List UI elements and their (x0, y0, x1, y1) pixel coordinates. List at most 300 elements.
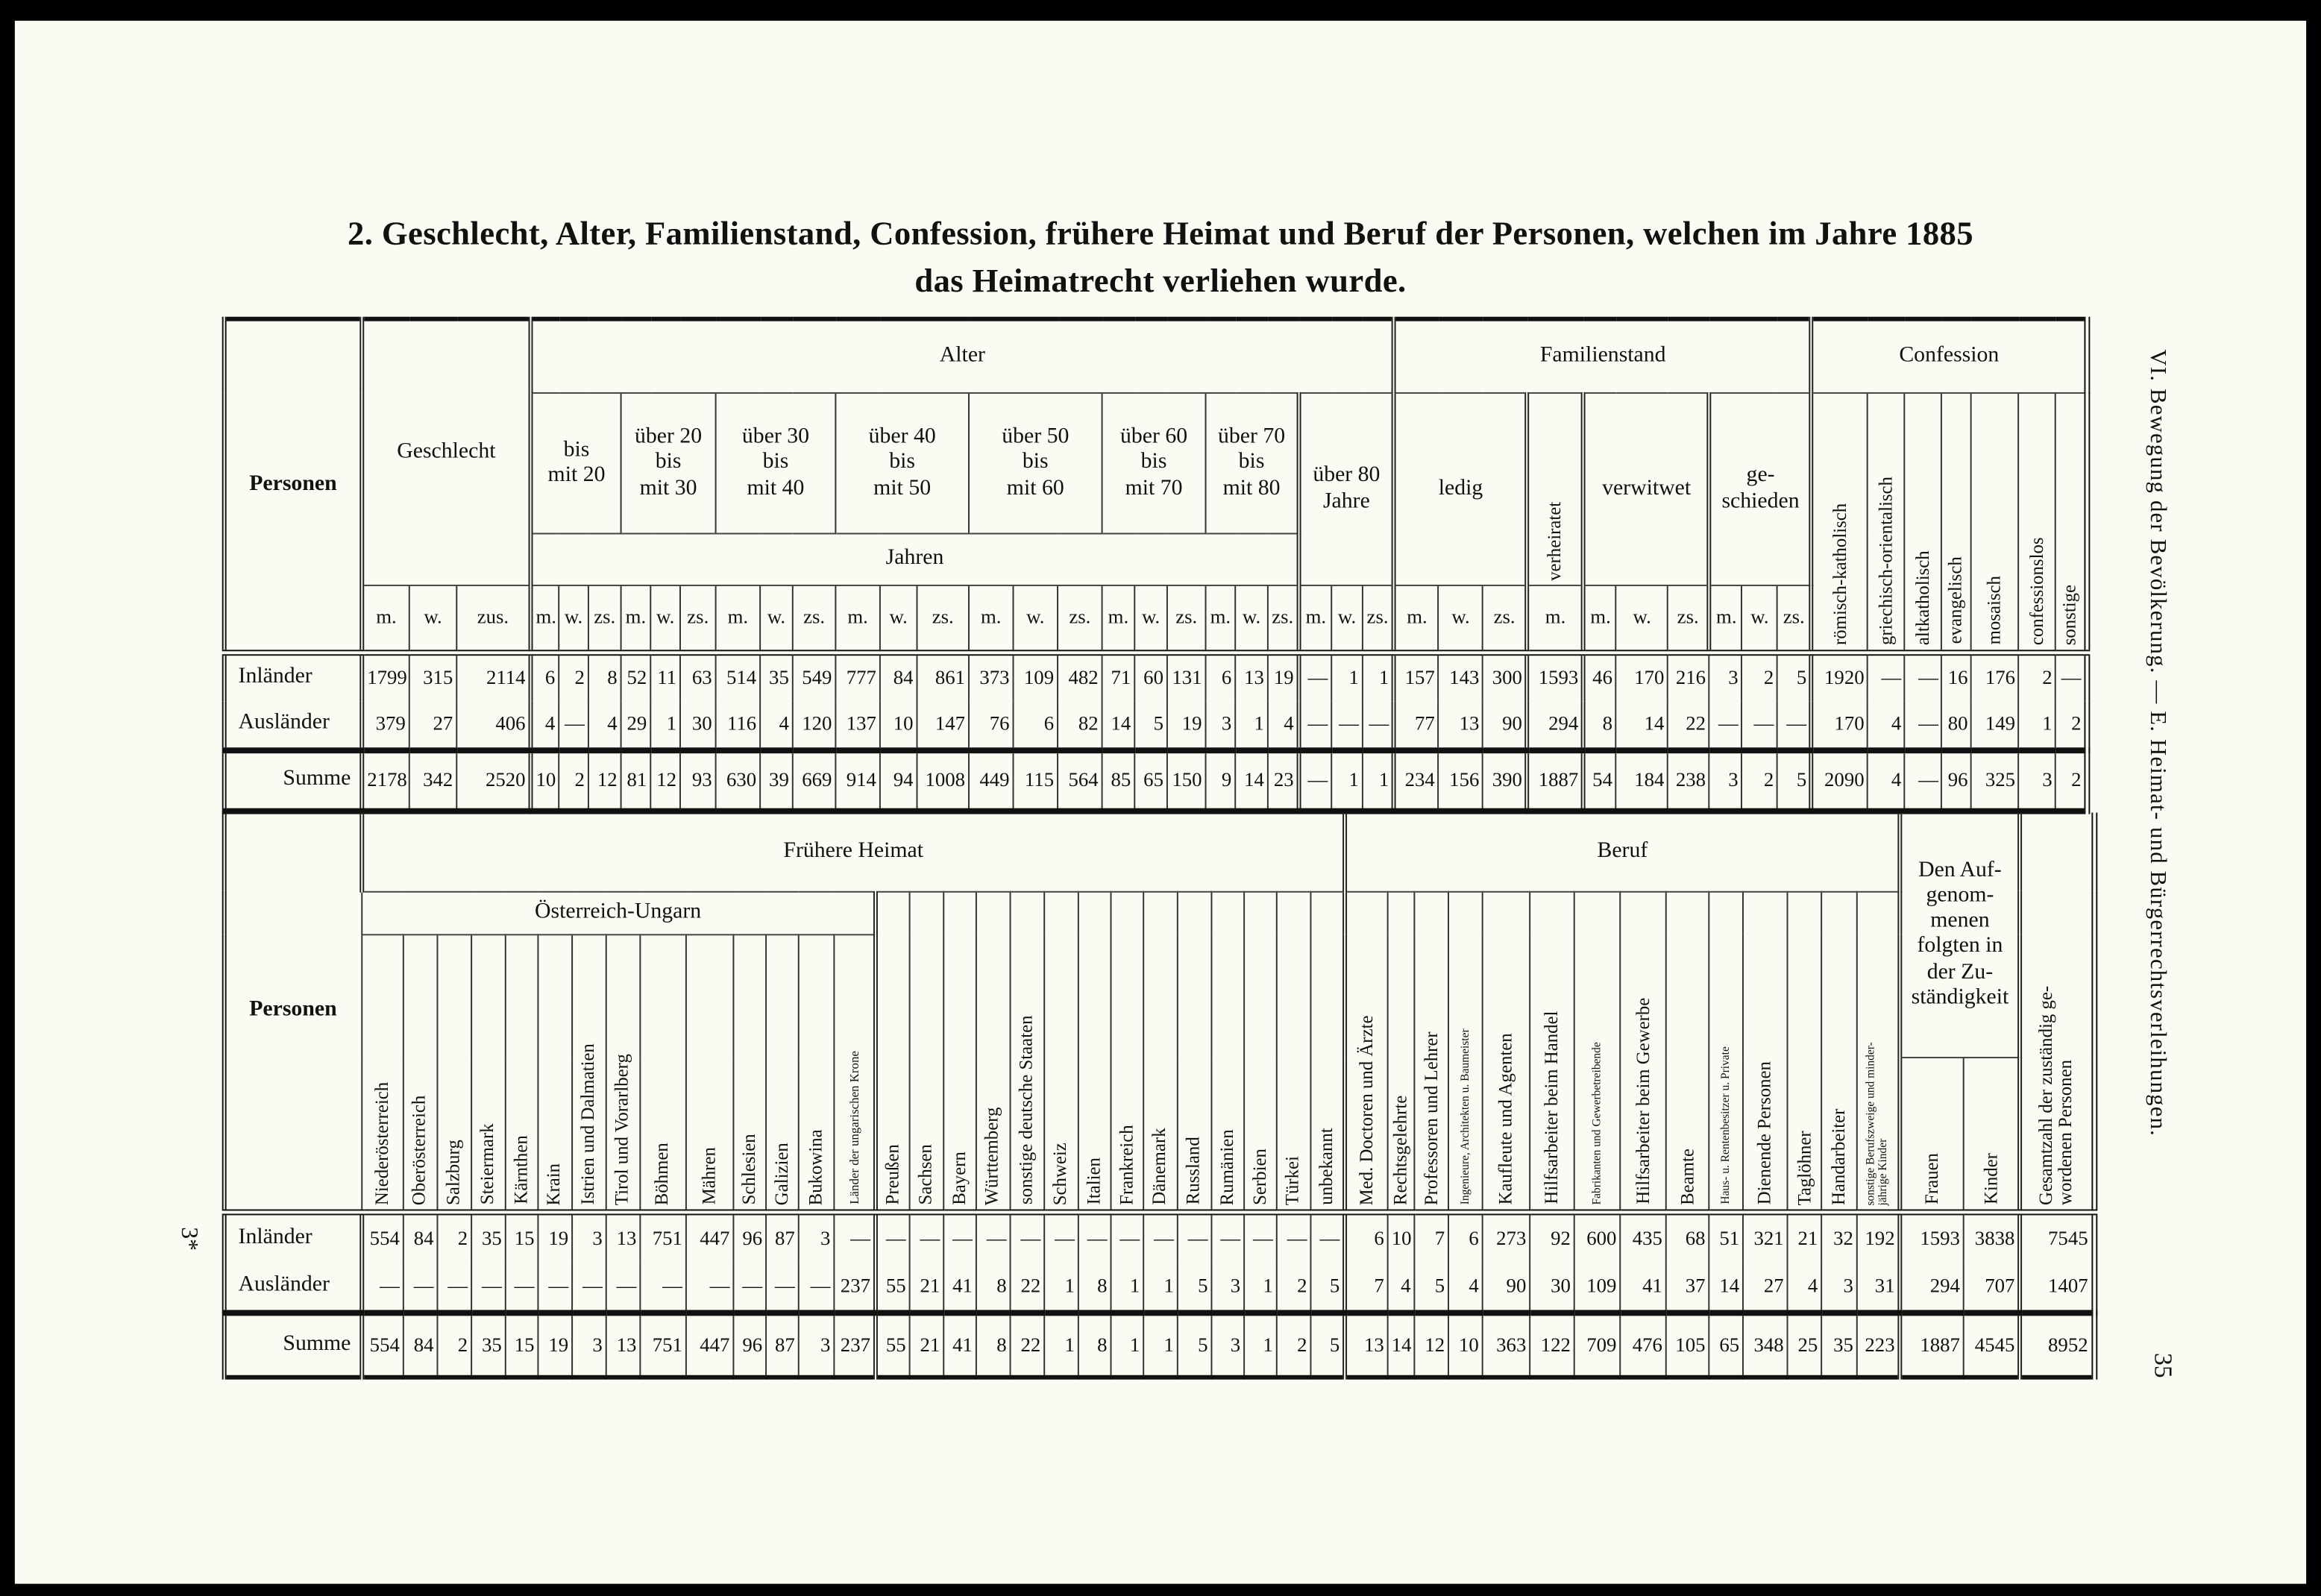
header-sub-label: zs. (917, 585, 969, 652)
data-cell: — (1777, 701, 1812, 750)
header-age-group: über 20 bis mit 30 (621, 393, 716, 534)
data-cell: — (1044, 1212, 1078, 1262)
header-austria-region (686, 934, 734, 1212)
data-cell: — (506, 1263, 538, 1313)
data-cell: 13 (1235, 652, 1268, 700)
header-country-text: Württemberg (982, 1106, 1003, 1205)
data-cell: — (1299, 652, 1332, 700)
data-cell: 81 (621, 750, 651, 810)
header-austria-region-text: Länder der ungarischen Krone (846, 1051, 861, 1205)
header-ueber-80: über 80 Jahre (1299, 393, 1395, 585)
data-cell: 2 (1742, 750, 1778, 810)
data-cell: 1799 (362, 652, 409, 700)
header-gesamtzahl-text: Gesamtzahl der zuständig ge- wordenen Personen (2035, 985, 2076, 1205)
data-cell: 14 (1388, 1313, 1415, 1376)
data-cell: 1887 (1900, 1313, 1964, 1376)
data-cell: 105 (1666, 1313, 1709, 1376)
data-cell: 96 (1942, 750, 1972, 810)
data-cell: — (437, 1263, 471, 1313)
data-cell: 390 (1483, 750, 1527, 810)
data-cell: — (559, 701, 588, 750)
data-cell: 669 (793, 750, 836, 810)
row-label: Inländer (224, 652, 362, 700)
header-austria-region-text: Böhmen (652, 1142, 673, 1205)
data-cell: 85 (1102, 750, 1135, 810)
header-sub-label: m. (1709, 585, 1742, 652)
header-beruf-type-text: Med. Doctoren und Ärzte (1355, 1014, 1377, 1205)
data-cell: — (2056, 652, 2088, 700)
data-cell: — (943, 1212, 976, 1262)
data-cell: 55 (876, 1313, 910, 1376)
data-cell: 216 (1668, 652, 1709, 700)
data-cell: 6 (1014, 701, 1058, 750)
data-cell: 21 (910, 1263, 944, 1313)
data-cell: 60 (1134, 652, 1167, 700)
header-sub-label: m. (1206, 585, 1236, 652)
header-beruf-type-text: Hilfsarbeiter beim Gewerbe (1632, 998, 1653, 1205)
data-cell: 1 (1244, 1263, 1277, 1313)
data-cell: 709 (1574, 1313, 1621, 1376)
data-cell: 35 (471, 1313, 506, 1376)
header-beruf-type (1388, 891, 1415, 1213)
header-sub-label: zus. (456, 585, 530, 652)
header-sub-label: zs. (680, 585, 716, 652)
header-beruf-type (1743, 891, 1788, 1213)
data-cell: 2114 (456, 652, 530, 700)
data-cell: 325 (1972, 750, 2020, 810)
header-country (1178, 891, 1212, 1213)
header-geschieden: ge- schieden (1709, 393, 1812, 585)
header-country (943, 891, 976, 1213)
data-cell: — (834, 1212, 876, 1262)
data-cell: 5 (1178, 1263, 1212, 1313)
data-cell: — (640, 1263, 686, 1313)
header-beruf-type (1788, 891, 1822, 1213)
header-beruf-type (1345, 891, 1388, 1213)
data-cell: — (1310, 1212, 1345, 1262)
header-austria-region-text: Istrien und Dalmatien (577, 1043, 599, 1205)
data-cell: — (538, 1263, 572, 1313)
header-country (1211, 891, 1244, 1213)
data-cell: 109 (1574, 1263, 1621, 1313)
data-cell: 5 (1134, 701, 1167, 750)
data-cell: 6 (1345, 1212, 1388, 1262)
data-cell: 15 (506, 1212, 538, 1262)
data-cell: 131 (1167, 652, 1206, 700)
data-cell: 2 (2056, 750, 2088, 810)
data-cell: 1 (1363, 750, 1394, 810)
table-origin-occupation (222, 813, 2097, 1379)
header-beruf-type-text: Dienende Personen (1753, 1061, 1775, 1205)
data-cell: 65 (1709, 1313, 1743, 1376)
header-country-text: Sachsen (915, 1144, 937, 1205)
header-austria-region (799, 934, 835, 1212)
data-cell: — (686, 1263, 734, 1313)
data-cell: 1593 (1900, 1212, 1964, 1262)
data-cell: 13 (1439, 701, 1483, 750)
header-austria-region (403, 934, 438, 1212)
data-cell: 27 (409, 701, 457, 750)
data-cell: 77 (1394, 701, 1439, 750)
data-cell: 8 (1583, 701, 1616, 750)
data-cell: 30 (680, 701, 716, 750)
data-cell: 19 (1268, 652, 1299, 700)
data-cell: 2 (559, 652, 588, 700)
header-sub-label: m. (362, 585, 409, 652)
header-austria-region (362, 934, 403, 1212)
header-confession-type (2019, 393, 2056, 652)
data-cell: 600 (1574, 1212, 1621, 1262)
data-cell: 90 (1483, 1263, 1530, 1313)
header-country-text: unbekannt (1316, 1128, 1337, 1205)
data-cell: 2 (1277, 1263, 1311, 1313)
data-cell: — (1868, 652, 1906, 700)
data-cell: 184 (1616, 750, 1668, 810)
header-austria-region (834, 934, 876, 1212)
data-cell: 65 (1134, 750, 1167, 810)
data-cell: 54 (1583, 750, 1616, 810)
header-beruf-type (1666, 891, 1709, 1213)
data-cell: 449 (969, 750, 1014, 810)
header-age-group: über 30 bis mit 40 (716, 393, 836, 534)
header-kinder-text: Kinder (1979, 1153, 2001, 1205)
data-cell: 1593 (1527, 652, 1583, 700)
data-cell: 12 (588, 750, 621, 810)
data-cell: 12 (650, 750, 680, 810)
data-cell: 137 (835, 701, 880, 750)
data-cell: 12 (1414, 1313, 1448, 1376)
data-cell: — (1078, 1212, 1111, 1262)
data-cell: — (403, 1263, 438, 1313)
header-sub-label: zs. (1167, 585, 1206, 652)
header-country (1277, 891, 1311, 1213)
data-cell: 4 (760, 701, 793, 750)
data-cell: 3 (1821, 1263, 1857, 1313)
header-sub-label: zs. (1777, 585, 1812, 652)
header-verheiratet-text: verheiratet (1544, 500, 1565, 580)
data-cell: — (976, 1212, 1011, 1262)
header-austria-region (572, 934, 606, 1212)
data-cell: 170 (1616, 652, 1668, 700)
header-austria-region (606, 934, 641, 1212)
data-cell: 8952 (2020, 1313, 2094, 1376)
header-austria-region-text: Mähren (698, 1147, 720, 1205)
header-aufgenommene: Den Auf- genom- menen folgten in der Zu- ständigkeit (1900, 813, 2020, 1057)
page-number: 35 (2149, 1353, 2178, 1378)
data-cell: 7545 (2020, 1212, 2094, 1262)
data-cell: 3838 (1964, 1212, 2020, 1262)
data-cell: 35 (471, 1212, 506, 1262)
header-frauen (1900, 1057, 1964, 1212)
header-sub-label: w. (760, 585, 793, 652)
data-cell: 156 (1439, 750, 1483, 810)
data-cell: 1 (1331, 652, 1363, 700)
data-cell: — (1331, 701, 1363, 750)
data-cell: 554 (362, 1313, 403, 1376)
header-country (1310, 891, 1345, 1213)
data-cell: 13 (1345, 1313, 1388, 1376)
data-cell: 51 (1709, 1212, 1743, 1262)
header-beruf-type (1821, 891, 1857, 1213)
header-age-group: über 70 bis mit 80 (1206, 393, 1299, 534)
header-row (224, 585, 2088, 652)
data-cell: 8 (976, 1263, 1011, 1313)
data-cell: 5 (1777, 652, 1812, 700)
data-cell: — (1244, 1212, 1277, 1262)
header-sub-label: m. (621, 585, 651, 652)
data-cell: 2 (1742, 652, 1778, 700)
data-cell: 13 (606, 1212, 641, 1262)
data-cell: 147 (917, 701, 969, 750)
data-cell: 84 (880, 652, 917, 700)
data-cell: 27 (1743, 1263, 1788, 1313)
header-country (1111, 891, 1144, 1213)
header-sub-label: m. (835, 585, 880, 652)
header-confession-type-text: sonstige (2059, 583, 2080, 645)
header-beruf-type-text: Rechtsgelehrte (1389, 1095, 1411, 1205)
data-cell: 300 (1483, 652, 1527, 700)
data-cell: 7 (1345, 1263, 1388, 1313)
data-cell: 447 (686, 1212, 734, 1262)
data-cell: 96 (733, 1313, 766, 1376)
header-country-text: Italien (1083, 1157, 1105, 1205)
data-cell: 19 (538, 1212, 572, 1262)
data-cell: 22 (1668, 701, 1709, 750)
data-cell: 5 (1310, 1263, 1345, 1313)
data-cell: 29 (621, 701, 651, 750)
header-beruf-type (1483, 891, 1530, 1213)
data-cell: 321 (1743, 1212, 1788, 1262)
header-sub-label: m. (1102, 585, 1135, 652)
header-beruf-type (1448, 891, 1483, 1213)
data-cell: 82 (1058, 701, 1102, 750)
data-cell: — (1111, 1212, 1144, 1262)
data-cell: 21 (910, 1313, 944, 1376)
header-austria-region-text: Tirol und Vorarlberg (612, 1053, 633, 1205)
data-cell: 294 (1900, 1263, 1964, 1313)
data-cell: 143 (1439, 652, 1483, 700)
header-beruf-type-text: Kaufleute und Agenten (1495, 1033, 1516, 1205)
data-cell: 2 (2056, 701, 2088, 750)
data-cell: 1 (650, 701, 680, 750)
data-cell: 777 (835, 652, 880, 700)
header-verheiratet (1527, 393, 1583, 585)
header-country (1078, 891, 1111, 1213)
header-austria-region-text: Niederösterreich (371, 1081, 392, 1205)
header-country-text: Rumänien (1216, 1128, 1238, 1205)
data-cell: — (1363, 701, 1394, 750)
data-cell: 84 (403, 1313, 438, 1376)
data-cell: 6 (531, 652, 559, 700)
data-cell: 84 (403, 1212, 438, 1262)
data-cell: 4 (1388, 1263, 1415, 1313)
data-cell: 5 (1414, 1263, 1448, 1313)
data-cell: 564 (1058, 750, 1102, 810)
data-cell: 14 (1235, 750, 1268, 810)
data-cell: 8 (1078, 1313, 1111, 1376)
header-sub-label: m. (716, 585, 761, 652)
data-cell: 4545 (1964, 1313, 2020, 1376)
data-cell: 41 (1620, 1263, 1666, 1313)
data-cell: 4 (1868, 701, 1906, 750)
header-austria-region-text: Salzburg (443, 1139, 465, 1205)
data-cell: — (1905, 750, 1942, 810)
data-cell: 92 (1530, 1212, 1574, 1262)
document-page (15, 21, 2306, 1584)
header-beruf-type-text: Hilfsarbeiter beim Handel (1541, 1011, 1562, 1205)
data-cell: 549 (793, 652, 836, 700)
header-austria-region (471, 934, 506, 1212)
header-austria-region-text: Oberösterreich (409, 1095, 430, 1205)
data-cell: — (910, 1212, 944, 1262)
data-cell: 379 (362, 701, 409, 750)
data-cell: 3 (1709, 652, 1742, 700)
header-personen: Personen (224, 319, 362, 653)
header-confession-type (1868, 393, 1906, 652)
data-cell: 2 (559, 750, 588, 810)
row-label: Summe (224, 1313, 362, 1376)
data-cell: 2 (2019, 652, 2056, 700)
data-cell: — (799, 1263, 835, 1313)
title-line-1: 2. Geschlecht, Alter, Familienstand, Confession, frühere Heimat und Beruf der Personen, welchen im Jahre 1885 (347, 214, 1973, 252)
data-cell: 7 (1414, 1212, 1448, 1262)
data-cell: 22 (1011, 1263, 1045, 1313)
table-row (224, 1313, 2094, 1376)
data-cell: 13 (606, 1313, 641, 1376)
header-sub-label: zs. (1058, 585, 1102, 652)
header-row (224, 891, 2094, 934)
data-cell: 6 (1448, 1212, 1483, 1262)
header-sub-label: w. (1439, 585, 1483, 652)
header-sub-label: zs. (1668, 585, 1709, 652)
data-cell: 482 (1058, 652, 1102, 700)
data-cell: 3 (572, 1212, 606, 1262)
data-cell: 1887 (1527, 750, 1583, 810)
header-country (1011, 891, 1045, 1213)
data-cell: 3 (1709, 750, 1742, 810)
data-cell: 87 (766, 1313, 799, 1376)
data-cell: — (1277, 1212, 1311, 1262)
header-country-text: Bayern (949, 1151, 970, 1205)
header-confession-type-text: römisch-katholisch (1829, 503, 1850, 645)
header-age-group: über 60 bis mit 70 (1102, 393, 1206, 534)
header-country (1143, 891, 1178, 1213)
header-confession-type (1905, 393, 1942, 652)
data-cell: 1 (1331, 750, 1363, 810)
header-austria-region-text: Krain (544, 1163, 565, 1205)
data-cell: 176 (1972, 652, 2020, 700)
data-cell: 2520 (456, 750, 530, 810)
data-cell: 16 (1942, 652, 1972, 700)
header-confession-type-text: confessionslos (2026, 536, 2047, 645)
header-country-text: Serbien (1249, 1148, 1270, 1205)
running-head: VI. Bewegung der Bevölkerung. — E. Heimat- und Bürgerrechtsverleihungen. (2144, 349, 2170, 1137)
data-cell: — (1011, 1212, 1045, 1262)
header-beruf-type-text: Taglöhner (1793, 1130, 1815, 1205)
data-cell: 914 (835, 750, 880, 810)
data-cell: — (1905, 652, 1942, 700)
header-row (224, 319, 2088, 393)
data-cell: 96 (733, 1212, 766, 1262)
header-beruf-type (1414, 891, 1448, 1213)
data-cell: — (1299, 750, 1332, 810)
data-cell: 192 (1857, 1212, 1900, 1262)
data-cell: 120 (793, 701, 836, 750)
data-cell: 5 (1777, 750, 1812, 810)
data-cell: 1008 (917, 750, 969, 810)
data-cell: 3 (2019, 750, 2056, 810)
header-austria-region (437, 934, 471, 1212)
header-beruf-type-text: sonstige Berufszweige und minder- jährige Kinder (1864, 1041, 1890, 1205)
header-austria-region (538, 934, 572, 1212)
header-sub-label: w. (650, 585, 680, 652)
header-sub-label: w. (1235, 585, 1268, 652)
data-cell: 4 (531, 701, 559, 750)
table-row (224, 1263, 2094, 1313)
header-beruf-type-text: Beamte (1676, 1148, 1697, 1205)
data-cell: — (766, 1263, 799, 1313)
header-sub-label: m. (1299, 585, 1332, 652)
data-cell: 116 (716, 701, 761, 750)
header-confession-type-text: altkatholisch (1912, 550, 1933, 645)
data-cell: 52 (621, 652, 651, 700)
data-cell: 76 (969, 701, 1014, 750)
header-sub-label: zs. (1268, 585, 1299, 652)
header-beruf: Beruf (1345, 813, 1900, 891)
data-cell: 109 (1014, 652, 1058, 700)
data-cell: 31 (1857, 1263, 1900, 1313)
table-row (224, 652, 2088, 700)
header-jahren: Jahren (531, 533, 1299, 585)
header-confession-type-text: griechisch-orientalisch (1875, 476, 1897, 645)
data-cell: 223 (1857, 1313, 1900, 1376)
header-country-text: Dänemark (1149, 1128, 1170, 1205)
data-cell: 1 (1235, 701, 1268, 750)
header-sub-label: zs. (1363, 585, 1394, 652)
header-sub-label: zs. (588, 585, 621, 652)
table-title (15, 210, 2306, 305)
data-cell: 8 (1078, 1263, 1111, 1313)
header-ledig: ledig (1394, 393, 1527, 585)
data-cell: 406 (456, 701, 530, 750)
data-cell: — (733, 1263, 766, 1313)
header-sub-label: m. (969, 585, 1014, 652)
data-cell: 5 (1178, 1313, 1212, 1376)
data-cell: 157 (1394, 652, 1439, 700)
data-cell: 71 (1102, 652, 1135, 700)
data-cell: 23 (1268, 750, 1299, 810)
header-country-text: Russland (1183, 1137, 1205, 1205)
data-cell: 35 (760, 652, 793, 700)
header-geschlecht: Geschlecht (362, 319, 530, 585)
header-country-text: Türkei (1282, 1155, 1304, 1205)
header-austria-region (733, 934, 766, 1212)
data-cell: 55 (876, 1263, 910, 1313)
header-country (910, 891, 944, 1213)
data-cell: 373 (969, 652, 1014, 700)
data-cell: 115 (1014, 750, 1058, 810)
data-cell: 25 (1788, 1313, 1822, 1376)
data-cell: 14 (1616, 701, 1668, 750)
data-cell: — (1742, 701, 1778, 750)
data-cell: 14 (1709, 1263, 1743, 1313)
data-cell: 19 (538, 1313, 572, 1376)
header-beruf-type (1857, 891, 1900, 1213)
header-beruf-type (1530, 891, 1574, 1213)
header-confession-type (1972, 393, 2020, 652)
data-cell: 41 (943, 1263, 976, 1313)
header-country-text: Schweiz (1050, 1142, 1071, 1205)
